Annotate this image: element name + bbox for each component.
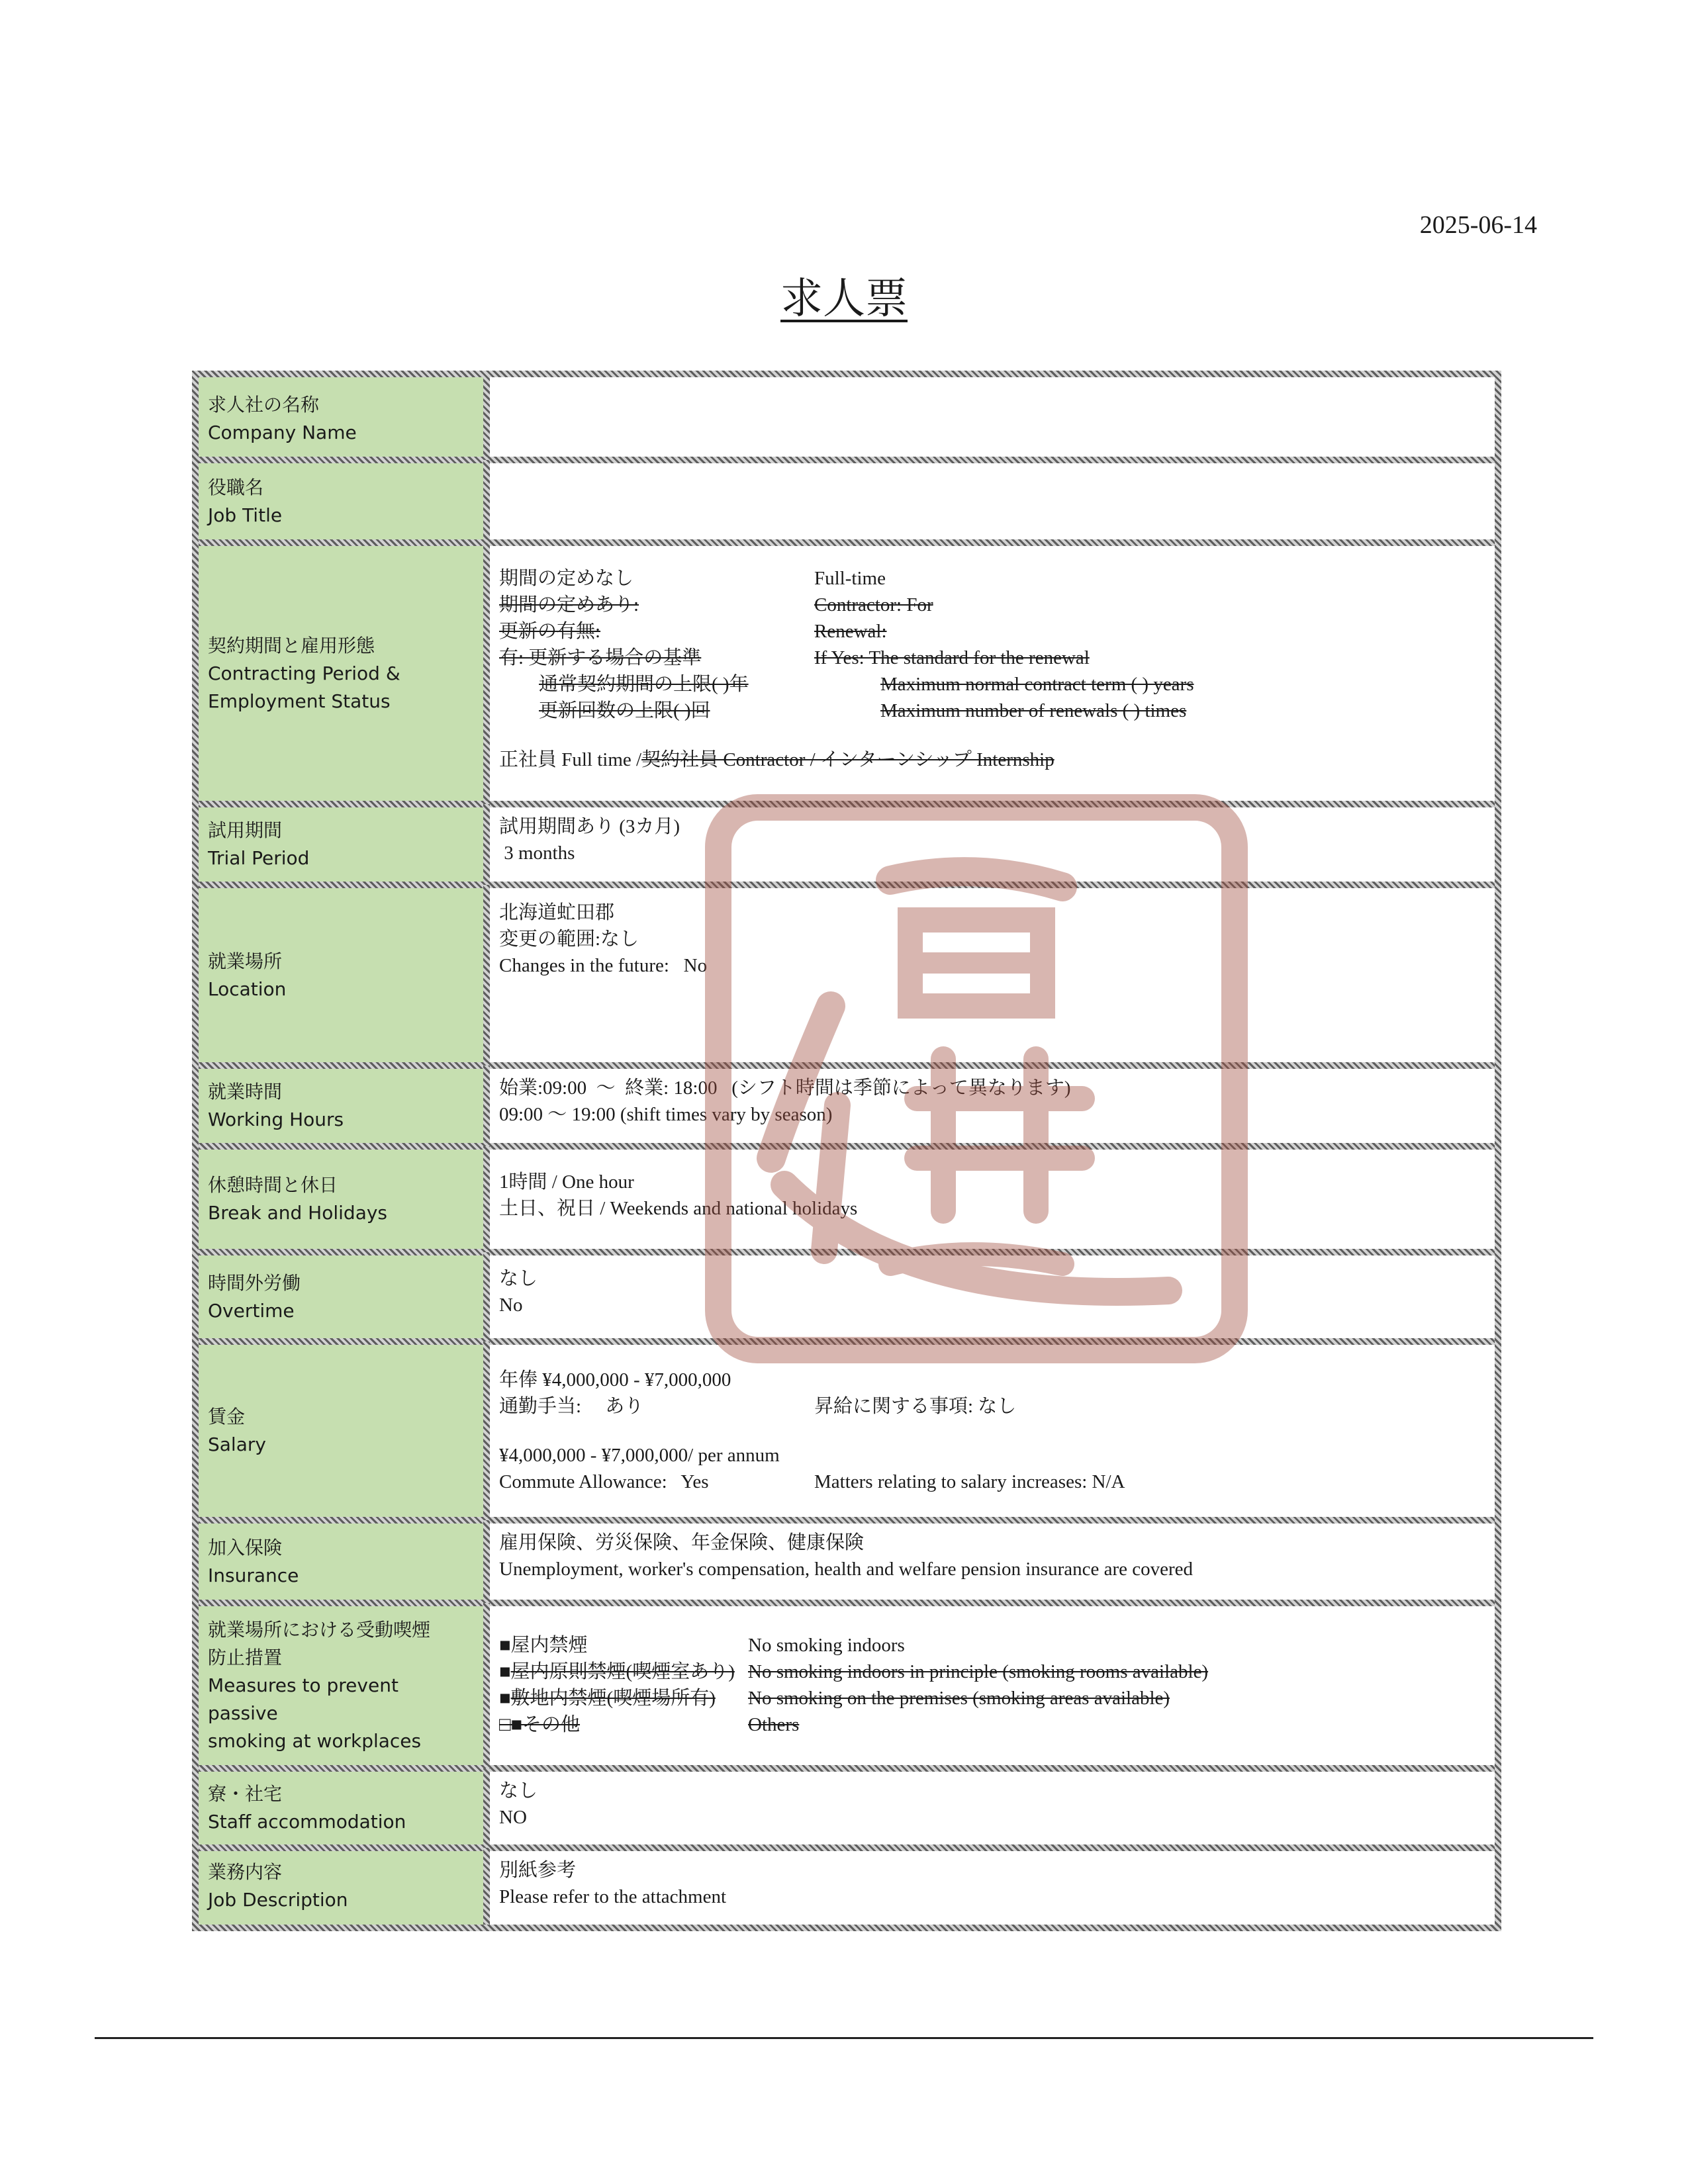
trial-period-label-ja: 試用期間: [208, 819, 283, 841]
smoking-line-4: □■その他 Others: [499, 1714, 800, 1735]
contract-line-1: 期間の定めなし Full-time: [499, 568, 886, 589]
passive-smoking-label-en-1: Measures to prevent passive: [208, 1674, 399, 1724]
staff-accommodation-label-en: Staff accommodation: [208, 1811, 406, 1833]
hours-line-2: 09:00 ～ 19:00 (shift times vary by season): [499, 1104, 833, 1125]
row-job-description: [199, 1848, 1495, 1925]
job-posting-table: [192, 371, 1501, 1931]
job-title-label-en: Job Title: [208, 504, 283, 526]
passive-smoking-label-en-2: smoking at workplaces: [208, 1730, 422, 1752]
location-value: [483, 885, 1495, 1066]
working-hours-value: [483, 1066, 1495, 1146]
overtime-line-1: なし: [499, 1268, 538, 1289]
passive-smoking-label: [199, 1603, 483, 1768]
trial-period-label: [199, 804, 483, 885]
staff-accommodation-value: [483, 1768, 1495, 1848]
insurance-label-ja: 加入保険: [208, 1536, 283, 1559]
location-line-3: Changes in the future: No: [499, 955, 708, 976]
break-line-2: 土日、祝日 / Weekends and national holidays: [499, 1198, 858, 1219]
row-break-holidays: [199, 1146, 1495, 1252]
contract-line-3: 更新の有無: Renewal:: [499, 621, 887, 642]
break-line-1: 1時間 / One hour: [499, 1171, 634, 1193]
insurance-label-en: Insurance: [208, 1564, 299, 1586]
contracting-period-label: [199, 543, 483, 804]
passive-smoking-label-ja-1: 就業場所における受動喫煙: [208, 1619, 431, 1641]
row-job-title: [199, 460, 1495, 543]
company-name-value: [483, 377, 1495, 460]
location-line-1: 北海道虻田郡: [499, 902, 615, 923]
salary-label-ja: 賃金: [208, 1406, 246, 1428]
break-holidays-label-ja: 休憩時間と休日: [208, 1174, 338, 1196]
salary-label-en: Salary: [208, 1433, 266, 1455]
insurance-label: [199, 1520, 483, 1603]
working-hours-label-ja: 就業時間: [208, 1081, 283, 1103]
smoking-line-3: ■敷地内禁煙(喫煙場所有) No smoking on the premises (smoking areas available): [499, 1688, 1170, 1709]
overtime-label-en: Overtime: [208, 1299, 295, 1322]
location-label-en: Location: [208, 978, 287, 1000]
contract-line-6: 更新回数の上限( )回 Maximum number of renewals ( ) times: [539, 700, 1187, 721]
hours-line-1: 始業:09:00 ～ 終業: 18:00 (シフト時間は季節によって異なります): [499, 1077, 1071, 1099]
job-description-label-ja: 業務内容: [208, 1861, 283, 1883]
salary-line-1: 年俸 ¥4,000,000 - ¥7,000,000: [499, 1369, 731, 1390]
accommodation-line-1: なし: [499, 1780, 538, 1801]
contract-line-employment-type: 正社員 Full time /契約社員 Contractor / インターンシップ Internship: [499, 749, 1055, 770]
row-trial-period: [199, 804, 1495, 885]
contracting-period-label-ja: 契約期間と雇用形態: [208, 634, 375, 657]
salary-line-4: Commute Allowance: Yes Matters relating to salary increases: N/A: [499, 1471, 1125, 1492]
working-hours-label: [199, 1066, 483, 1146]
passive-smoking-value: [483, 1603, 1495, 1768]
job-description-label-en: Job Description: [208, 1889, 348, 1911]
document-title: 求人票: [780, 275, 908, 324]
contract-line-5: 通常契約期間の上限( )年 Maximum normal contract term ( ) years: [539, 674, 1194, 695]
accommodation-line-2: NO: [499, 1807, 527, 1828]
trial-line-1: 試用期間あり (3カ月): [499, 816, 680, 837]
row-passive-smoking: [199, 1603, 1495, 1768]
job-title-label-ja: 役職名: [208, 476, 264, 498]
trial-period-value: [483, 804, 1495, 885]
staff-accommodation-label: [199, 1768, 483, 1848]
row-staff-accommodation: [199, 1768, 1495, 1848]
working-hours-label-en: Working Hours: [208, 1109, 344, 1130]
row-working-hours: [199, 1066, 1495, 1146]
overtime-line-2: No: [499, 1295, 523, 1316]
overtime-value: [483, 1252, 1495, 1342]
staff-accommodation-label-ja: 寮・社宅: [208, 1783, 283, 1805]
overtime-label-ja: 時間外労働: [208, 1271, 301, 1294]
job-title-value: [483, 460, 1495, 543]
contracting-period-label-en-1: Contracting Period &: [208, 662, 400, 684]
insurance-line-2: Unemployment, worker's compensation, health and welfare pension insurance are covered: [499, 1559, 1194, 1580]
break-holidays-label-en: Break and Holidays: [208, 1202, 388, 1224]
row-contracting-period: [199, 543, 1495, 804]
smoking-line-2: ■屋内原則禁煙(喫煙室あり) No smoking indoors in principle (smoking rooms available): [499, 1661, 1209, 1682]
company-name-label-ja: 求人社の名称: [208, 393, 320, 416]
row-location: [199, 885, 1495, 1066]
description-line-2: Please refer to the attachment: [499, 1886, 727, 1907]
contract-line-4: 有: 更新する場合の基準 If Yes: The standard for the renewal: [499, 647, 1090, 668]
overtime-label: [199, 1252, 483, 1342]
salary-value: [483, 1342, 1495, 1520]
break-holidays-value: [483, 1146, 1495, 1252]
location-line-2: 変更の範囲:なし: [499, 929, 639, 950]
trial-period-label-en: Trial Period: [208, 847, 310, 869]
footer-divider: [95, 2037, 1593, 2039]
passive-smoking-label-ja-2: 防止措置: [208, 1647, 283, 1668]
job-description-value: [483, 1848, 1495, 1925]
row-insurance: [199, 1520, 1495, 1603]
row-salary: [199, 1342, 1495, 1520]
insurance-value: [483, 1520, 1495, 1603]
row-overtime: [199, 1252, 1495, 1342]
job-title-label: [199, 460, 483, 543]
contract-line-2: 期間の定めあり: Contractor: For: [499, 594, 933, 615]
row-company-name: [199, 377, 1495, 460]
insurance-line-1: 雇用保険、労災保険、年金保険、健康保険: [499, 1532, 865, 1553]
contracting-period-label-en-2: Employment Status: [208, 690, 391, 712]
smoking-line-1: ■屋内禁煙 No smoking indoors: [499, 1635, 905, 1656]
salary-label: [199, 1342, 483, 1520]
salary-line-2: 通勤手当: あり 昇給に関する事項: なし: [499, 1396, 1017, 1417]
document-date: 2025-06-14: [1419, 211, 1537, 239]
company-name-label-en: Company Name: [208, 421, 357, 443]
location-label-ja: 就業場所: [208, 950, 283, 972]
location-label: [199, 885, 483, 1066]
company-name-label: [199, 377, 483, 460]
break-holidays-label: [199, 1146, 483, 1252]
description-line-1: 別紙参考: [499, 1860, 577, 1881]
contracting-period-value: [483, 543, 1495, 804]
salary-line-3: ¥4,000,000 - ¥7,000,000/ per annum: [499, 1445, 780, 1466]
trial-line-2: 3 months: [499, 842, 575, 864]
job-description-label: [199, 1848, 483, 1925]
